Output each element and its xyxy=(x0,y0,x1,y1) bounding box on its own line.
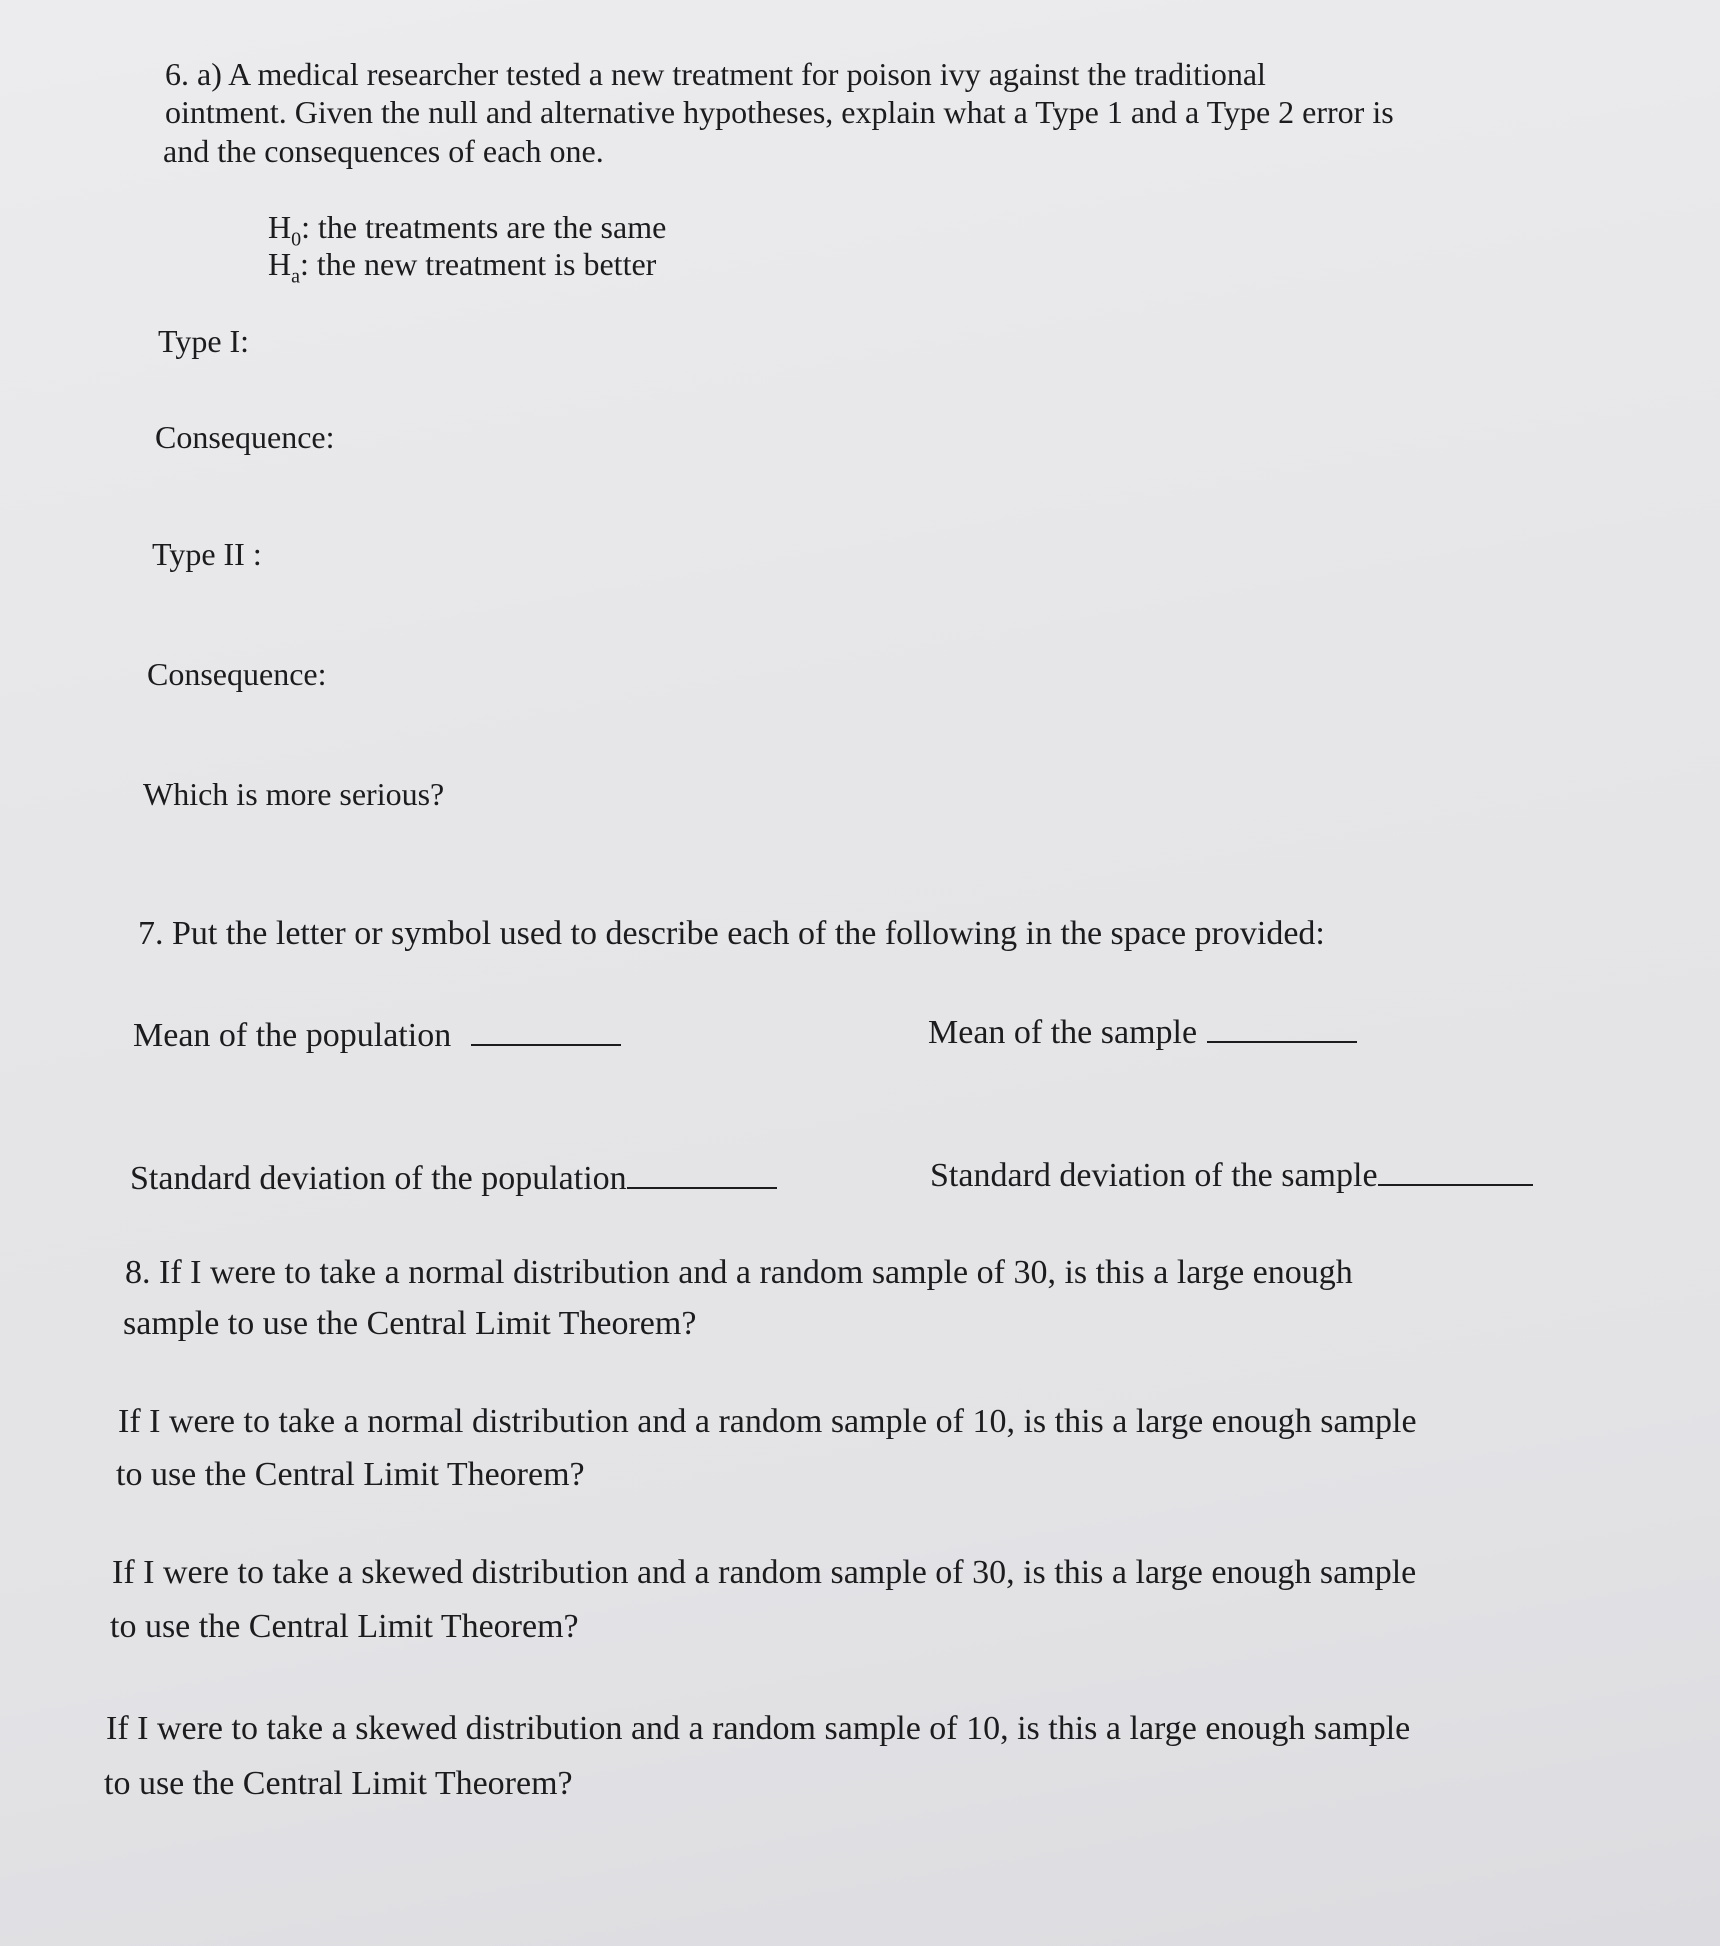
consequence-2-label: Consequence: xyxy=(147,656,327,692)
q6-line-2: ointment. Given the null and alternative hypotheses, explain what a Type 1 and a Type 2 error is xyxy=(165,94,1394,130)
sd-population-row xyxy=(130,1157,777,1198)
q8-d-line-1: If I were to take a skewed distribution and a random sample of 10, is this a large enough sample xyxy=(106,1710,1411,1747)
sd-population-blank[interactable] xyxy=(627,1157,777,1189)
alternative-hypothesis-subscript: a xyxy=(291,265,300,288)
type-2-label: Type II : xyxy=(152,536,262,572)
q8-b-line-1: If I were to take a normal distribution and a random sample of 10, is this a large enough sample xyxy=(118,1403,1417,1440)
alternative-hypothesis-symbol: H xyxy=(268,246,292,282)
q8-b-line-2: to use the Central Limit Theorem? xyxy=(116,1456,585,1493)
q6-line-3: and the consequences of each one. xyxy=(163,133,604,169)
sd-sample-label: Standard deviation of the sample xyxy=(930,1157,1378,1194)
alternative-hypothesis xyxy=(268,245,656,295)
consequence-1-label: Consequence: xyxy=(155,419,335,455)
sd-population-label: Standard deviation of the population xyxy=(130,1160,627,1197)
null-hypothesis-subscript: 0 xyxy=(291,228,302,251)
mean-sample-row xyxy=(928,1011,1357,1052)
mean-sample-label: Mean of the sample xyxy=(928,1014,1198,1051)
q8-c-line-1: If I were to take a skewed distribution and a random sample of 30, is this a large enough sample xyxy=(112,1554,1417,1591)
more-serious-label: Which is more serious? xyxy=(143,776,445,812)
q8-c-line-2: to use the Central Limit Theorem? xyxy=(110,1608,579,1645)
q8-a-line-2: sample to use the Central Limit Theorem? xyxy=(123,1305,697,1342)
mean-population-row xyxy=(133,1014,621,1055)
alternative-hypothesis-text: : the new treatment is better xyxy=(300,246,657,282)
sd-sample-row xyxy=(930,1154,1533,1195)
q8-a-line-1: 8. If I were to take a normal distribution and a random sample of 30, is this a large enough xyxy=(125,1254,1353,1291)
sd-sample-blank[interactable] xyxy=(1378,1154,1533,1186)
q7-prompt: 7. Put the letter or symbol used to describe each of the following in the space provided: xyxy=(138,915,1325,952)
q6-line-1: 6. a) A medical researcher tested a new treatment for poison ivy against the traditional xyxy=(165,56,1266,92)
mean-sample-blank[interactable] xyxy=(1207,1011,1357,1043)
null-hypothesis-symbol: H xyxy=(268,209,292,245)
q8-d-line-2: to use the Central Limit Theorem? xyxy=(104,1765,573,1802)
mean-population-label: Mean of the population xyxy=(133,1017,452,1054)
mean-population-blank[interactable] xyxy=(471,1014,621,1046)
type-1-label: Type I: xyxy=(158,323,250,359)
null-hypothesis-text: : the treatments are the same xyxy=(301,209,667,245)
show-through-text xyxy=(260,470,268,504)
